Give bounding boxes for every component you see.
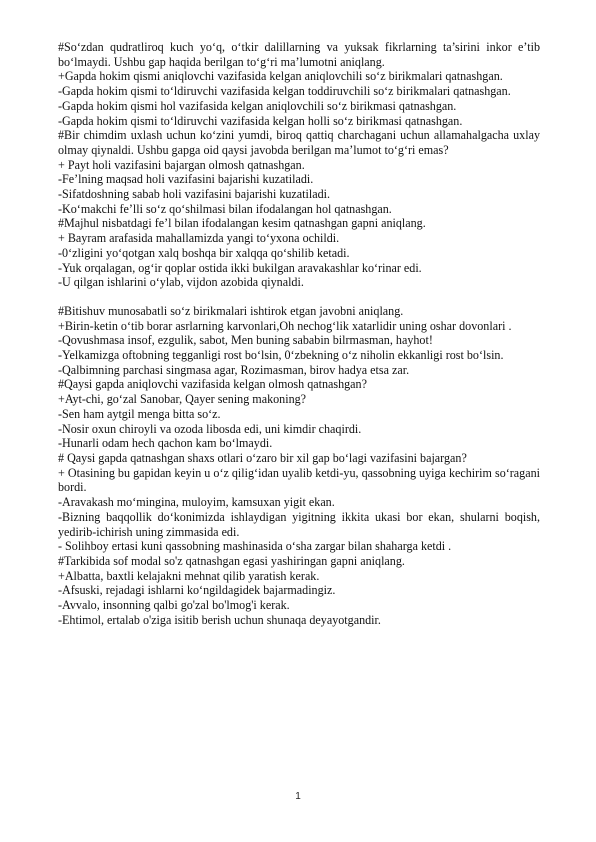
question-stem: #Qaysi gapda aniqlovchi vazifasida kelgan olmosh qatnashgan?	[58, 377, 367, 392]
document-page	[58, 40, 540, 627]
answer-option: -Fe’lning maqsad holi vazifasini bajarishi kuzatiladi.	[58, 172, 314, 187]
answer-option: -Sifatdoshning sabab holi vazifasini bajarishi kuzatiladi.	[58, 187, 331, 202]
question-stem: #Bitishuv munosabatli so‘z birikmalari ishtirok etgan javobni aniqlang.	[58, 303, 404, 318]
answer-option: - Solihboy ertasi kuni qassobning mashinasida o‘sha zargar bilan shaharga ketdi .	[58, 539, 452, 554]
answer-option: +Gapda hokim qismi aniqlovchi vazifasida kelgan aniqlovchili so‘z birikmalari qatnashgan.	[58, 69, 503, 84]
answer-option: -Hunarli odam hech qachon kam bo‘lmaydi.	[58, 436, 273, 451]
answer-option: -Ehtimol, ertalab o'ziga isitib berish uchun shunaqa deyayotgandir.	[58, 612, 381, 627]
answer-option: -Aravakash mo‘mingina, muloyim, kamsuxan yigit ekan.	[58, 495, 335, 510]
question-stem: #Bir chimdim uxlash uchun ko‘zini yumdi, biroq qattiq charchagani uchun allamahalgacha uxlay olmay qiynaldi. Ushbu gapga oid qaysi javobda berilgan ma’lumot to‘g‘ri emas?	[58, 128, 540, 157]
question-stem: #Tarkibida sof modal so'z qatnashgan egasi yashiringan gapni aniqlang.	[58, 553, 405, 568]
page-number: 1	[295, 791, 301, 802]
answer-option: -Gapda hokim qismi hol vazifasida kelgan aniqlovchili so‘z birikmasi qatnashgan.	[58, 98, 457, 113]
answer-option: + Payt holi vazifasini bajargan olmosh qatnashgan.	[58, 157, 305, 172]
answer-option: +Birin-ketin o‘tib borar asrlarning karvonlari,Oh nechog‘lik xatarlidir uning oshar dovonlari .	[58, 318, 512, 333]
answer-option: -Qovushmasa insof, ezgulik, sabot, Men buning sababin bilrmasman, hayhot!	[58, 333, 433, 348]
answer-option: -Afsuski, rejadagi ishlarni ko‘ngildagidek bajarmadingiz.	[58, 583, 336, 598]
answer-option: -Yelkamizga oftobning tegganligi rost bo‘lsin, 0‘zbekning o‘z niholin ekkanligi rost bo‘lsin.	[58, 348, 504, 363]
answer-option: -Qalbimning parchasi singmasa agar, Rozimasman, birov hadya etsa zar.	[58, 362, 410, 377]
answer-option: -0‘zligini yo‘qotgan xalq boshqa bir xalqqa qo‘shilib ketadi.	[58, 245, 350, 260]
answer-option: -Gapda hokim qismi to‘ldiruvchi vazifasida kelgan holli so‘z birikmasi qatnashgan.	[58, 113, 463, 128]
answer-option: -Avvalo, insonning qalbi go'zal bo'lmog'i kerak.	[58, 598, 290, 613]
answer-option: -Yuk orqalagan, og‘ir qoplar ostida ikki bukilgan aravakashlar ko‘rinar edi.	[58, 260, 422, 275]
answer-option: + Otasining bu gapidan keyin u o‘z qilig‘idan uyalib ketdi-yu, qassobning uyiga kechirim so‘ragani bordi.	[58, 465, 540, 495]
answer-option: +Albatta, baxtli kelajakni mehnat qilib yaratish kerak.	[58, 568, 320, 583]
question-stem: #So‘zdan qudratliroq kuch yo‘q, o‘tkir dalillarning va yuksak fikrlarning ta’sirini inkor e’tib bo‘lmaydi. Ushbu gap haqida berilgan to‘g‘ri ma’lumotni aniqlang.	[58, 40, 540, 69]
paragraph-spacer	[58, 290, 540, 304]
answer-option: -U qilgan ishlarini o‘ylab, vijdon azobida qiynaldi.	[58, 275, 304, 290]
answer-option: -Gapda hokim qismi to‘ldiruvchi vazifasida kelgan toddiruvchili so‘z birikmalari qatnashgan.	[58, 84, 511, 99]
answer-option: -Sen ham aytgil menga bitta so‘z.	[58, 406, 221, 421]
question-stem: #Majhul nisbatdagi fe’l bilan ifodalangan kesim qatnashgan gapni aniqlang.	[58, 216, 426, 231]
answer-option: -Bizning baqqollik do‘konimizda ishlaydigan yigitning ikkita ukasi bor ekan, shularni boqish, yedirib-ichirish uning zimmasida edi.	[58, 509, 540, 539]
answer-option: -Nosir oxun chiroyli va ozoda libosda edi, uni kimdir chaqirdi.	[58, 421, 362, 436]
answer-option: +Ayt-chi, go‘zal Sanobar, Qayer sening makoning?	[58, 392, 307, 407]
answer-option: + Bayram arafasida mahallamizda yangi to‘yxona ochildi.	[58, 231, 340, 246]
question-stem: # Qaysi gapda qatnashgan shaxs otlari o‘zaro bir xil gap bo‘lagi vazifasini bajargan?	[58, 450, 467, 465]
answer-option: -Ko‘makchi fe’lli so‘z qo‘shilmasi bilan ifodalangan hol qatnashgan.	[58, 201, 392, 216]
